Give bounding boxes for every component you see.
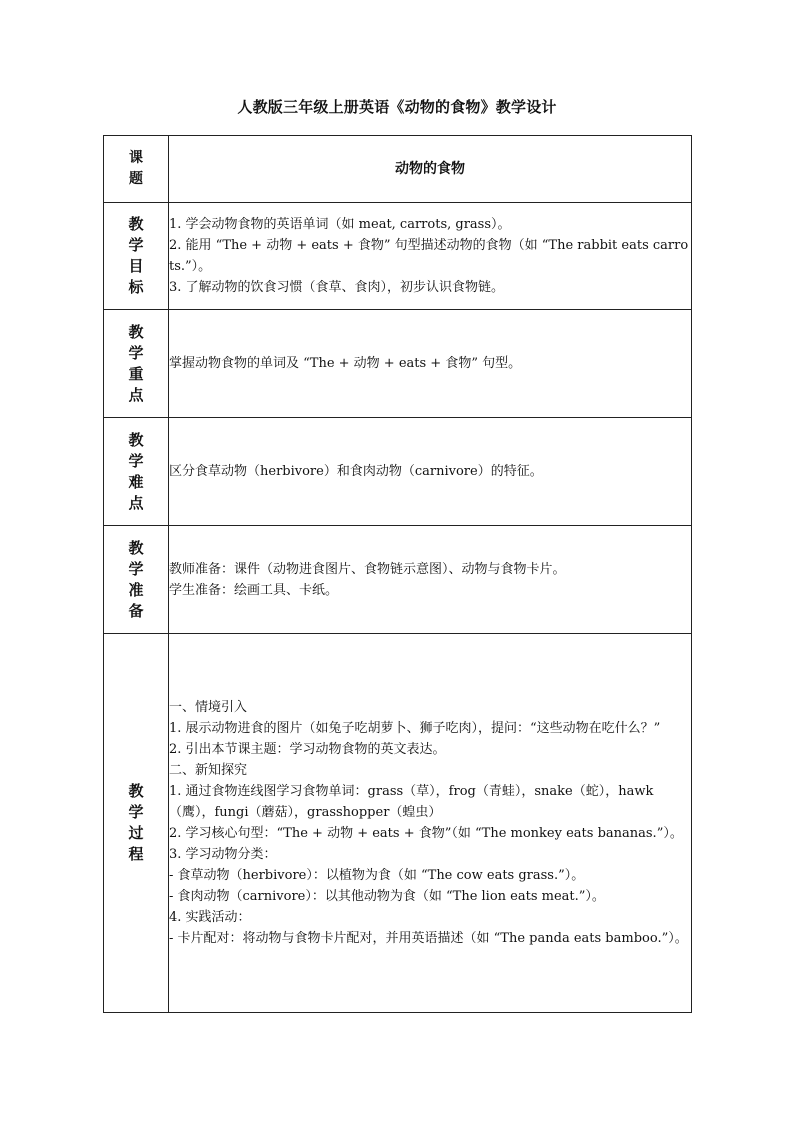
objective-line: 2. 能用 “The + 动物 + eats + 食物” 句型描述动物的食物（如 “The rabbit eats carrots.”）。 — [169, 238, 689, 274]
label-char: 点 — [128, 385, 144, 404]
difficulties-label — [104, 418, 169, 526]
process-line: 2. 学习核心句型：“The + 动物 + eats + 食物”（如 “The monkey eats bananas.”）。 — [169, 826, 683, 841]
preparation-label — [104, 526, 169, 634]
topic-cell — [169, 136, 692, 203]
label-char: 学 — [128, 451, 144, 470]
lesson-plan-table — [103, 135, 692, 1013]
key-points-label — [104, 310, 169, 418]
objectives-row — [104, 203, 692, 310]
process-line: 一、情境引入 — [169, 700, 248, 715]
label-char: 准 — [128, 580, 144, 599]
topic-label — [104, 136, 169, 203]
process-line: 1. 展示动物进食的图片（如兔子吃胡萝卜、狮子吃肉），提问：“这些动物在吃什么？” — [169, 721, 661, 736]
objective-line: 1. 学会动物食物的英语单词（如 meat, carrots, grass）。 — [169, 217, 511, 232]
key-points-row — [104, 310, 692, 418]
label-char: 过 — [128, 824, 144, 842]
preparation-line: 学生准备：绘画工具、卡纸。 — [169, 582, 339, 598]
preparation-row — [104, 526, 692, 634]
document-title: 人教版三年级上册英语《动物的食物》教学设计 — [237, 98, 557, 116]
label-char: 教 — [128, 538, 144, 557]
topic-row — [104, 136, 692, 203]
label-char: 课 — [129, 150, 143, 166]
label-char: 学 — [128, 559, 144, 578]
label-char: 学 — [128, 236, 144, 254]
process-cell — [169, 634, 692, 1013]
process-label — [104, 634, 169, 1013]
label-char: 教 — [128, 215, 144, 233]
difficulties-row — [104, 418, 692, 526]
preparation-line: 教师准备：课件（动物进食图片、食物链示意图）、动物与食物卡片。 — [169, 561, 566, 577]
label-char: 教 — [128, 322, 144, 341]
process-line: - 食草动物（herbivore）：以植物为食（如 “The cow eats grass.”）。 — [169, 868, 585, 883]
label-char: 学 — [128, 803, 144, 821]
label-char: 教 — [128, 782, 144, 800]
label-char: 目 — [128, 257, 144, 275]
process-line: 4. 实践活动： — [169, 910, 251, 925]
key-points-cell — [169, 310, 692, 418]
difficulties-text: 区分食草动物（herbivore）和食肉动物（carnivore）的特征。 — [169, 464, 543, 479]
process-line: 1. 通过食物连线图学习食物单词：grass（草），frog（青蛙），snake（蛇），hawk（鹰），fungi（蘑菇），grasshopper（蝗虫） — [169, 784, 654, 820]
label-char: 重 — [128, 364, 144, 383]
difficulties-cell — [169, 418, 692, 526]
label-char: 备 — [128, 601, 144, 620]
key-points-text: 掌握动物食物的单词及 “The + 动物 + eats + 食物” 句型。 — [169, 356, 522, 371]
label-char: 标 — [128, 278, 144, 296]
label-char: 点 — [128, 493, 144, 512]
label-char: 程 — [128, 845, 144, 863]
label-char: 学 — [128, 343, 144, 362]
objectives-label — [104, 203, 169, 310]
process-row — [104, 634, 692, 1013]
objectives-cell — [169, 203, 692, 310]
topic-text: 动物的食物 — [395, 160, 465, 177]
process-line: - 食肉动物（carnivore）：以其他动物为食（如 “The lion eats meat.”）。 — [169, 889, 605, 904]
process-line: 3. 学习动物分类： — [169, 847, 277, 862]
objective-line: 3. 了解动物的饮食习惯（食草、食肉），初步认识食物链。 — [169, 280, 505, 295]
preparation-cell — [169, 526, 692, 634]
process-line: 二、新知探究 — [169, 763, 248, 778]
label-char: 题 — [129, 171, 143, 187]
process-line: 2. 引出本节课主题：学习动物食物的英文表达。 — [169, 742, 446, 757]
label-char: 教 — [128, 430, 144, 449]
label-char: 难 — [128, 472, 144, 491]
process-line: - 卡片配对：将动物与食物卡片配对，并用英语描述（如 “The panda eats bamboo.”）。 — [169, 931, 688, 946]
